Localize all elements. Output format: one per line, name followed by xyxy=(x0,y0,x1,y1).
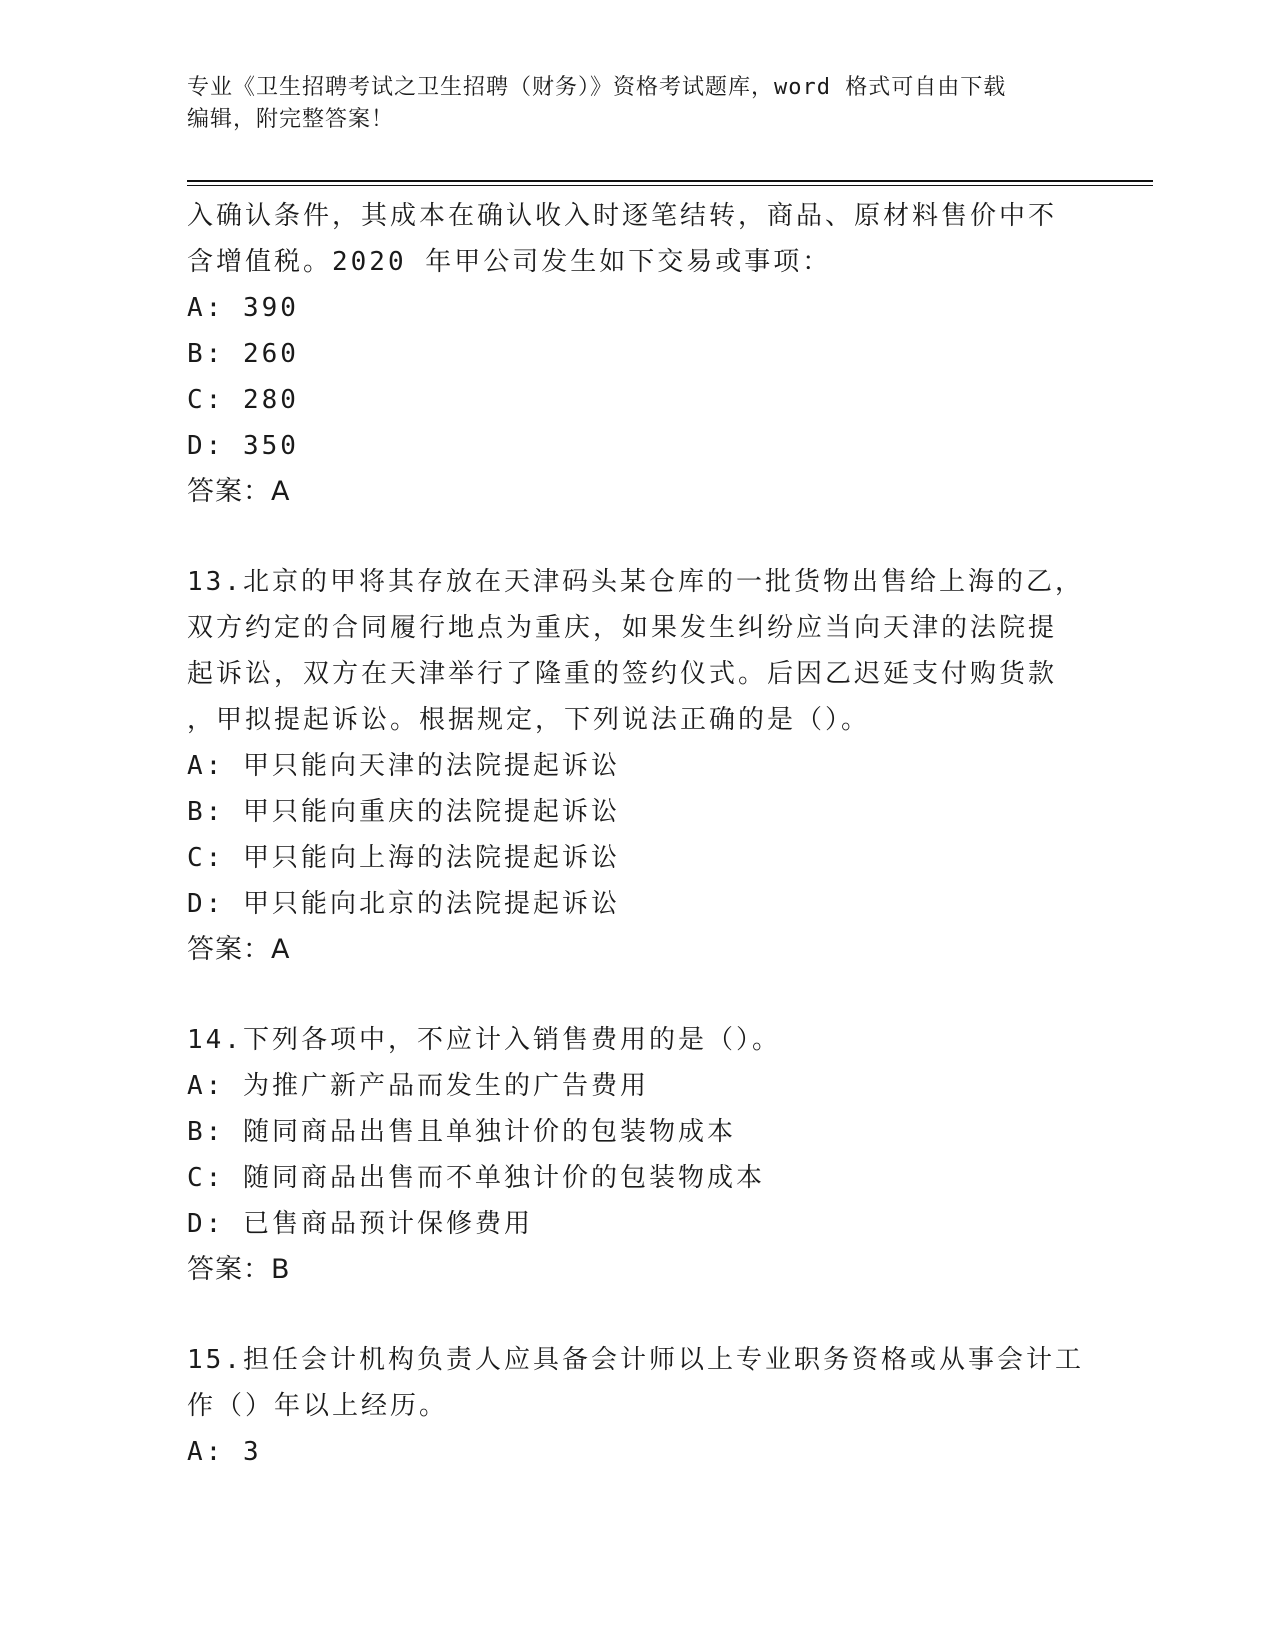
option-c: C: 280 xyxy=(187,385,299,415)
option-b: B: 随同商品出售且单独计价的包装物成本 xyxy=(187,1117,736,1147)
header-divider-thick xyxy=(187,180,1153,182)
question-14 xyxy=(187,1017,1087,1293)
question-stem: 含增值税。2020 年甲公司发生如下交易或事项： xyxy=(187,247,832,277)
question-stem: ，甲拟提起诉讼。根据规定，下列说法正确的是（）。 xyxy=(187,705,871,735)
header-line-2: 编辑，附完整答案！ xyxy=(187,107,395,132)
question-stem: 双方约定的合同履行地点为重庆，如果发生纠纷应当向天津的法院提 xyxy=(187,613,1058,643)
option-d: D: 已售商品预计保修费用 xyxy=(187,1209,533,1239)
option-d: D: 甲只能向北京的法院提起诉讼 xyxy=(187,889,620,919)
option-a: A: 3 xyxy=(187,1437,262,1467)
question-12 xyxy=(187,193,1087,515)
question-list xyxy=(187,193,1087,1475)
option-c: C: 随同商品出售而不单独计价的包装物成本 xyxy=(187,1163,765,1193)
question-stem: 15.担任会计机构负责人应具备会计师以上专业职务资格或从事会计工 xyxy=(187,1345,1084,1375)
question-13 xyxy=(187,559,1087,973)
option-c: C: 甲只能向上海的法院提起诉讼 xyxy=(187,843,620,873)
option-a: A: 甲只能向天津的法院提起诉讼 xyxy=(187,751,620,781)
question-stem: 起诉讼，双方在天津举行了隆重的签约仪式。后因乙迟延支付购货款 xyxy=(187,659,1058,689)
question-stem: 14.下列各项中，不应计入销售费用的是（）。 xyxy=(187,1025,781,1055)
document-header xyxy=(187,72,1067,136)
answer: 答案：A xyxy=(187,476,291,507)
option-a: A: 为推广新产品而发生的广告费用 xyxy=(187,1071,649,1101)
header-divider-thin xyxy=(187,185,1153,186)
option-a: A: 390 xyxy=(187,293,299,323)
header-line-1: 专业《卫生招聘考试之卫生招聘（财务）》资格考试题库，word 格式可自由下载 xyxy=(187,75,1007,100)
answer: 答案：A xyxy=(187,934,291,965)
question-15 xyxy=(187,1337,1087,1475)
option-b: B: 甲只能向重庆的法院提起诉讼 xyxy=(187,797,620,827)
option-d: D: 350 xyxy=(187,431,299,461)
answer: 答案：B xyxy=(187,1254,291,1285)
question-stem: 13.北京的甲将其存放在天津码头某仓库的一批货物出售给上海的乙， xyxy=(187,567,1084,597)
question-stem: 入确认条件，其成本在确认收入时逐笔结转，商品、原材料售价中不 xyxy=(187,201,1058,231)
option-b: B: 260 xyxy=(187,339,299,369)
question-stem: 作（）年以上经历。 xyxy=(187,1391,449,1421)
